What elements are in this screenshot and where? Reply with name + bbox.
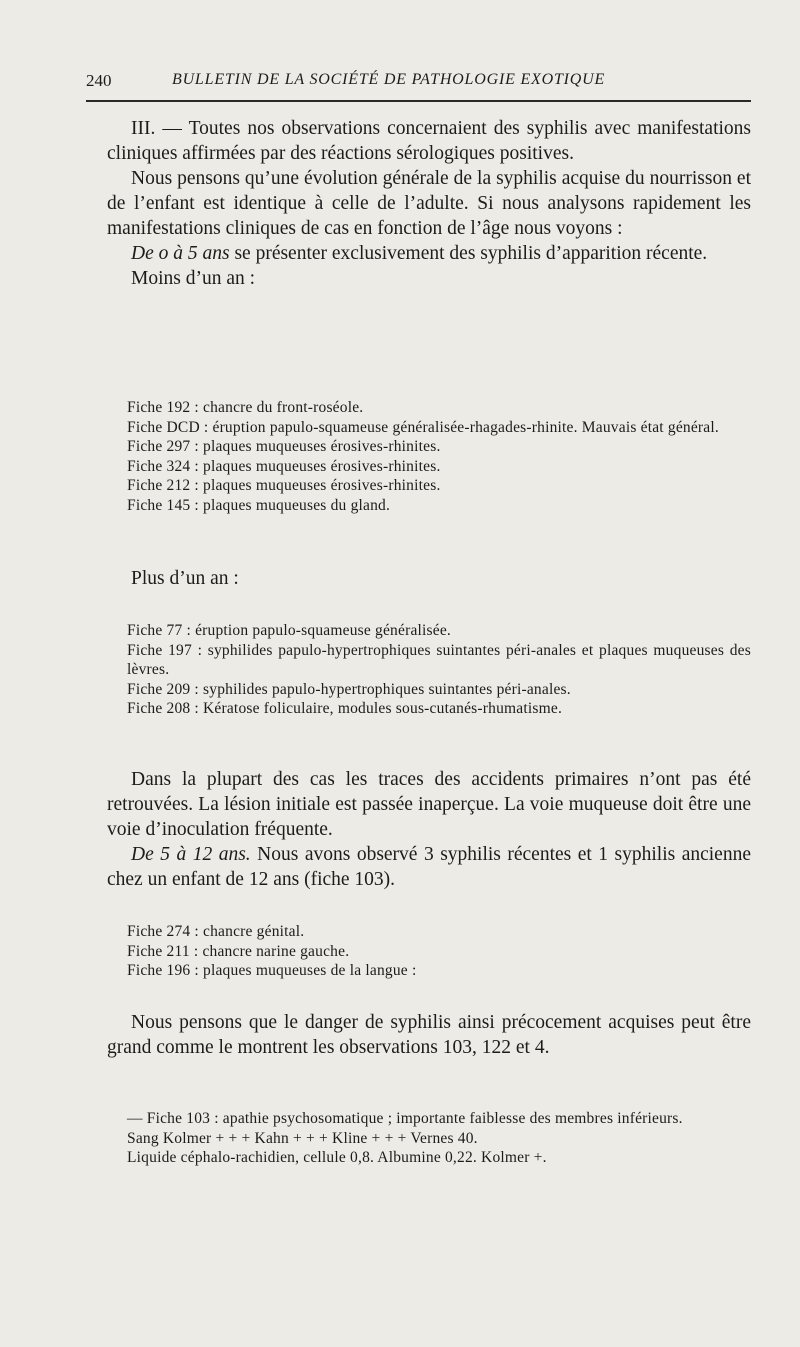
heading-plus-un-an: Plus d’un an : (131, 568, 239, 589)
list-item: Fiche 324 : plaques muqueuses érosives-rhinites. (127, 457, 441, 475)
fiche-103-block (107, 1109, 751, 1168)
section-danger (107, 1010, 751, 1060)
list-item: Fiche 211 : chancre narine gauche. (127, 942, 350, 960)
fiche-103-serology: Sang Kolmer + + + Kahn + + + Kline + + + Vernes 40. (127, 1129, 478, 1147)
heading-plus-un-an-block (107, 566, 751, 591)
paragraph-5-12-ans (107, 842, 751, 892)
paragraph-traces: Dans la plupart des cas les traces des accidents primaires n’ont pas été retrouvées. La lésion initiale est passée inaperçue. La voie muqueuse doit être une voie d’inoculation fréquente. (107, 769, 751, 840)
list-moins-un-an (107, 398, 751, 515)
list-item: Fiche 197 : syphilides papulo-hypertrophiques suintantes péri-anales et plaques muqueuses des lèvres. (127, 641, 751, 678)
list-5-12 (107, 922, 751, 981)
section-iii (107, 116, 751, 291)
heading-moins-un-an: Moins d’un an : (131, 268, 256, 289)
paragraph-0-5-text: se présenter exclusivement des syphilis d’apparition récente. (229, 243, 708, 264)
list-item: Fiche 212 : plaques muqueuses érosives-rhinites. (127, 477, 441, 494)
header-rule (86, 100, 751, 102)
list-item: Fiche 208 : Kératose foliculaire, modules sous-cutanés-rhumatisme. (127, 700, 563, 717)
page-number: 240 (86, 71, 112, 90)
list-item: Fiche 209 : syphilides papulo-hypertrophiques suintantes péri-anales. (127, 680, 571, 698)
age-range-0-5: De o à 5 ans (131, 243, 230, 264)
list-item: Fiche 192 : chancre du front-roséole. (127, 399, 364, 416)
list-item: Fiche DCD : éruption papulo-squameuse généralisée-rhagades-rhinite. Mauvais état général. (127, 418, 719, 436)
age-range-5-12: De 5 à 12 ans. (131, 844, 251, 865)
list-item: Fiche 274 : chancre génital. (127, 923, 305, 940)
paragraph-0-5-ans (107, 241, 751, 266)
list-item: Fiche 145 : plaques muqueuses du gland. (127, 496, 391, 514)
paragraph-evolution: Nous pensons qu’une évolution générale de la syphilis acquise du nourrisson et de l’enfant est identique à celle de l’adulte. Si nous analysons rapidement les manifestations cliniques de cas en fonction de l’âge nous voyons : (107, 168, 751, 239)
list-item: Fiche 196 : plaques muqueuses de la langue : (127, 962, 417, 979)
list-item: Fiche 297 : plaques muqueuses érosives-rhinites. (127, 438, 441, 455)
paragraph-danger: Nous pensons que le danger de syphilis ainsi précocement acquises peut être grand comme le montrent les observations 103, 122 et 4. (107, 1012, 751, 1058)
list-item: Fiche 77 : éruption papulo-squameuse généralisée. (127, 622, 452, 639)
paragraph-observations: III. — Toutes nos observations concernaient des syphilis avec manifestations cliniques affirmées par des réactions sérologiques positives. (107, 118, 751, 164)
running-title: BULLETIN DE LA SOCIÉTÉ DE PATHOLOGIE EXOTIQUE (172, 71, 606, 88)
section-5-12 (107, 767, 751, 892)
fiche-103-csf: Liquide céphalo-rachidien, cellule 0,8. Albumine 0,22. Kolmer +. (127, 1149, 547, 1166)
paragraph-5-12-text: Nous avons observé 3 syphilis récentes et 1 syphilis ancienne chez un enfant de 12 ans (fiche 103). (107, 844, 751, 890)
list-plus-un-an (107, 621, 751, 719)
fiche-103-line: — Fiche 103 : apathie psychosomatique ; importante faiblesse des membres inférieurs. (127, 1110, 683, 1127)
